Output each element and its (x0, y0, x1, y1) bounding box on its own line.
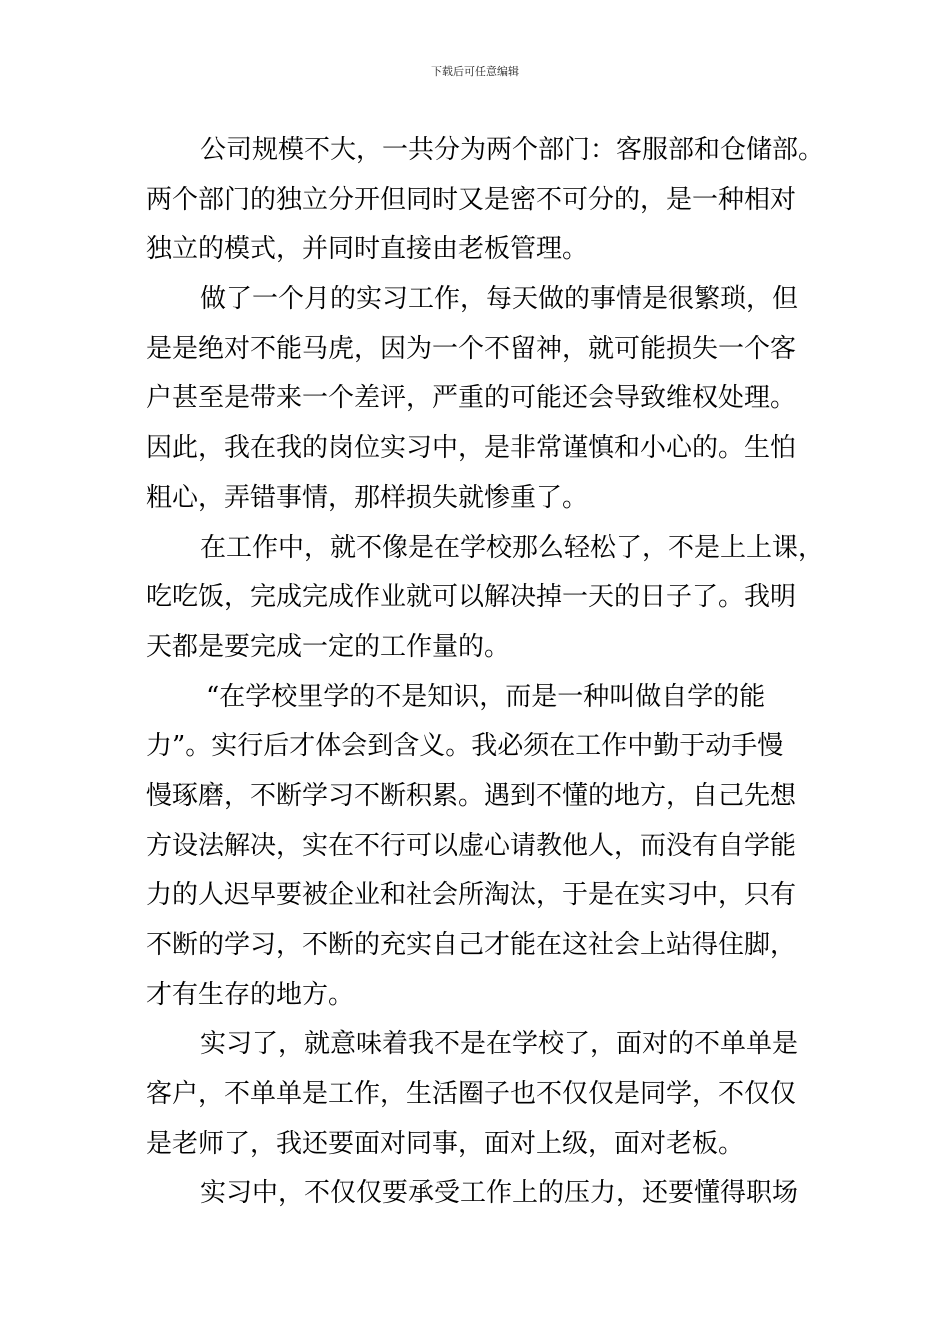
text-line: 因此，我在我的岗位实习中，是非常谨慎和小心的。生怕 (146, 433, 797, 464)
text-line: 户甚至是带来一个差评，严重的可能还会导致维权处理。 (146, 383, 797, 414)
text-line: “在学校里学的不是知识，而是一种叫做自学的能 (206, 681, 766, 712)
text-line: 力”。实行后才体会到含义。我必须在工作中勤于动手慢 (146, 731, 784, 762)
paragraph-workplace-relations (146, 1020, 816, 1169)
text-line: 在工作中，就不像是在学校那么轻松了，不是上上课， (200, 532, 825, 563)
text-line: 天都是要完成一定的工作量的。 (146, 631, 511, 662)
page-header-note: 下载后可任意编辑 (431, 65, 519, 78)
text-line: 慢琢磨，不断学习不断积累。遇到不懂的地方，自己先想 (146, 780, 797, 811)
paragraph-workplace-pressure (146, 1169, 816, 1219)
paragraph-internship-work (146, 275, 816, 523)
text-line: 粗心，弄错事情，那样损失就惨重了。 (146, 482, 589, 513)
text-line: 独立的模式，并同时直接由老板管理。 (146, 234, 589, 265)
text-line: 公司规模不大，一共分为两个部门：客服部和仓储部。 (200, 135, 825, 165)
text-line: 才有生存的地方。 (146, 979, 355, 1010)
paragraph-work-vs-school (146, 524, 825, 673)
text-line: 方设法解决，实在不行可以虚心请教他人，而没有自学能 (146, 830, 797, 861)
paragraph-self-learning (146, 673, 816, 1021)
text-line: 不断的学习，不断的充实自己才能在这社会上站得住脚， (146, 930, 797, 960)
text-line: 做了一个月的实习工作，每天做的事情是很繁琐，但 (200, 284, 799, 315)
text-line: 是老师了，我还要面对同事，面对上级，面对老板。 (146, 1128, 745, 1159)
text-line: 实习了，就意味着我不是在学校了，面对的不单单是 (200, 1029, 799, 1060)
text-line: 实习中，不仅仅要承受工作上的压力，还要懂得职场 (200, 1178, 799, 1209)
text-line: 吃吃饭，完成完成作业就可以解决掉一天的日子了。我明 (146, 582, 797, 613)
text-line: 是是绝对不能马虎，因为一个不留神，就可能损失一个客 (146, 333, 797, 364)
text-line: 客户，不单单是工作，生活圈子也不仅仅是同学，不仅仅 (146, 1079, 797, 1110)
document-body (146, 126, 825, 1219)
text-line: 两个部门的独立分开但同时又是密不可分的，是一种相对 (146, 184, 797, 215)
text-line: 力的人迟早要被企业和社会所淘汰，于是在实习中，只有 (146, 880, 797, 911)
paragraph-company-structure (146, 126, 825, 275)
